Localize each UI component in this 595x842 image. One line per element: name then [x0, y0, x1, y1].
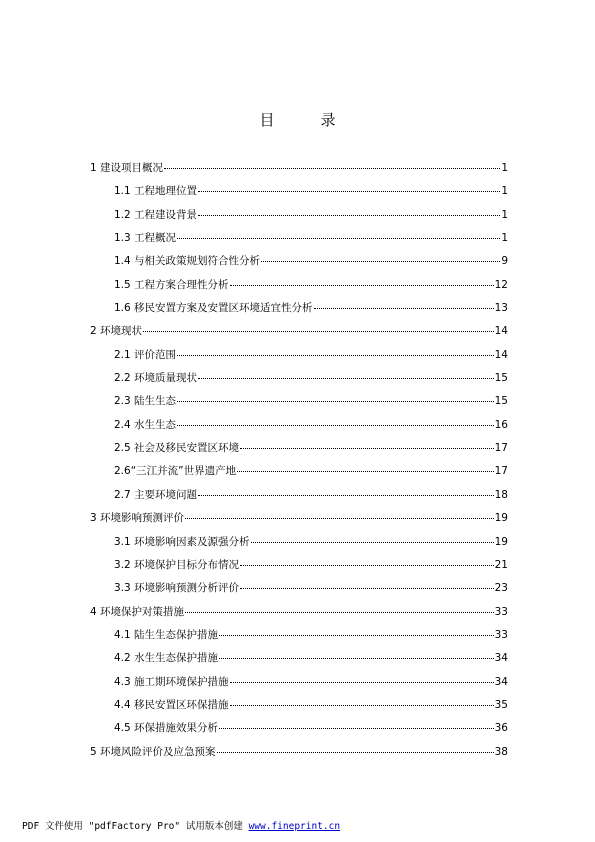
toc-entry[interactable] [90, 300, 508, 323]
toc-entry-page: 12 [494, 278, 508, 291]
toc-entry-label: 3 环境影响预测评价 [90, 512, 185, 525]
toc-leader-dots [230, 695, 494, 706]
toc-entry-label: 3.2 环境保护目标分布情况 [114, 558, 240, 571]
footer-link[interactable]: www.fineprint.cn [248, 821, 341, 832]
toc-entry[interactable] [90, 183, 508, 206]
toc-entry-label: 1.1 工程地理位置 [114, 185, 198, 198]
toc-entry[interactable] [90, 347, 508, 370]
toc-entry-label: 1.5 工程方案合理性分析 [114, 278, 229, 291]
toc-entry-label: 5 环境风险评价及应急预案 [90, 745, 216, 758]
toc-entry[interactable] [90, 277, 508, 300]
toc-entry-label: 2.5 社会及移民安置区环境 [114, 442, 240, 455]
toc-leader-dots [240, 578, 494, 589]
toc-entry[interactable] [90, 230, 508, 253]
toc-entry-label: 4.5 环保措施效果分析 [114, 722, 219, 735]
toc-entry-label: 1.4 与相关政策规划符合性分析 [114, 255, 261, 268]
toc-leader-dots [164, 158, 500, 169]
toc-entry-page: 34 [494, 675, 508, 688]
pdf-footer [22, 818, 340, 832]
toc-entry[interactable] [90, 487, 508, 510]
toc-entry[interactable] [90, 674, 508, 697]
toc-entry-label: 4 环境保护对策措施 [90, 605, 185, 618]
toc-title-char-2: 录 [320, 111, 336, 129]
toc-leader-dots [185, 508, 494, 519]
toc-title [0, 109, 595, 130]
toc-entry[interactable] [90, 207, 508, 230]
toc-entry[interactable] [90, 650, 508, 673]
toc-entry[interactable] [90, 557, 508, 580]
toc-leader-dots [219, 625, 494, 636]
toc-entry-label: 4.3 施工期环境保护措施 [114, 675, 229, 688]
toc-leader-dots [143, 321, 494, 332]
toc-leader-dots [217, 742, 494, 753]
toc-entry[interactable] [90, 604, 508, 627]
toc-entry[interactable] [90, 510, 508, 533]
toc-entry-label: 4.1 陆生生态保护措施 [114, 628, 219, 641]
toc-entry-label: 2 环境现状 [90, 325, 143, 338]
toc-entry[interactable] [90, 323, 508, 346]
toc-entry-page: 15 [494, 395, 508, 408]
toc-leader-dots [177, 228, 500, 239]
toc-entry-label: 1 建设项目概况 [90, 162, 164, 174]
toc-entry-page: 1 [501, 162, 508, 174]
toc-entry-label: 1.3 工程概况 [114, 232, 177, 245]
toc-leader-dots [177, 345, 494, 356]
toc-entry-label: 3.3 环境影响预测分析评价 [114, 582, 240, 595]
toc-leader-dots [240, 438, 494, 449]
toc-leader-dots [240, 555, 494, 566]
toc-leader-dots [230, 672, 494, 683]
toc-leader-dots [219, 648, 494, 659]
toc-entry-page: 18 [494, 488, 508, 501]
toc-leader-dots [198, 485, 494, 496]
toc-entry-page: 14 [494, 325, 508, 338]
toc-entry-label: 2.1 评价范围 [114, 348, 177, 361]
toc-entry-page: 33 [494, 605, 508, 618]
toc-leader-dots [198, 181, 500, 192]
toc-title-char-1: 目 [259, 111, 275, 129]
toc-entry[interactable] [90, 463, 508, 486]
toc-entry-page: 33 [494, 628, 508, 641]
toc-entry-page: 1 [501, 208, 508, 221]
toc-entry-label: 2.4 水生生态 [114, 418, 177, 431]
toc-entry-page: 1 [501, 185, 508, 198]
toc-leader-dots [251, 532, 494, 543]
toc-entry-page: 36 [494, 722, 508, 735]
table-of-contents [90, 160, 508, 767]
toc-entry-label: 2.6“三江并流”世界遗产地 [114, 465, 237, 478]
toc-leader-dots [230, 275, 494, 286]
toc-leader-dots [177, 415, 494, 426]
toc-leader-dots [237, 461, 494, 472]
toc-entry-page: 21 [494, 558, 508, 571]
toc-entry-label: 3.1 环境影响因素及源强分析 [114, 535, 250, 548]
toc-entry-label: 2.3 陆生生态 [114, 395, 177, 408]
toc-entry-page: 38 [494, 745, 508, 758]
toc-entry[interactable] [90, 720, 508, 743]
toc-leader-dots [314, 298, 494, 309]
footer-text: PDF 文件使用 "pdfFactory Pro" 试用版本创建 [22, 821, 249, 832]
toc-entry-label: 2.7 主要环境问题 [114, 488, 198, 501]
toc-leader-dots [177, 391, 494, 402]
toc-entry-page: 15 [494, 372, 508, 385]
toc-entry-page: 17 [494, 442, 508, 455]
toc-entry[interactable] [90, 393, 508, 416]
toc-entry-label: 2.2 环境质量现状 [114, 372, 198, 385]
toc-entry[interactable] [90, 440, 508, 463]
toc-leader-dots [198, 205, 500, 216]
toc-entry-page: 35 [494, 698, 508, 711]
toc-entry-page: 19 [494, 535, 508, 548]
toc-entry-page: 14 [494, 348, 508, 361]
toc-entry[interactable] [90, 697, 508, 720]
toc-leader-dots [261, 251, 500, 262]
toc-entry-page: 9 [501, 255, 508, 268]
toc-leader-dots [185, 602, 494, 613]
toc-entry[interactable] [90, 253, 508, 276]
toc-leader-dots [198, 368, 494, 379]
toc-entry[interactable] [90, 417, 508, 440]
toc-entry-label: 1.6 移民安置方案及安置区环境适宜性分析 [114, 302, 313, 315]
toc-entry-page: 1 [501, 232, 508, 245]
toc-entry[interactable] [90, 627, 508, 650]
toc-entry-page: 16 [494, 418, 508, 431]
toc-entry[interactable] [90, 580, 508, 603]
toc-leader-dots [219, 718, 494, 729]
toc-entry[interactable] [90, 534, 508, 557]
toc-entry-page: 19 [494, 512, 508, 525]
toc-entry-page: 13 [494, 302, 508, 315]
toc-entry-label: 4.2 水生生态保护措施 [114, 652, 219, 665]
toc-entry-page: 17 [494, 465, 508, 478]
toc-entry-page: 34 [494, 652, 508, 665]
toc-entry[interactable] [90, 160, 508, 183]
toc-entry-label: 4.4 移民安置区环保措施 [114, 698, 229, 711]
toc-entry-label: 1.2 工程建设背景 [114, 208, 198, 221]
toc-entry[interactable] [90, 744, 508, 767]
toc-entry-page: 23 [494, 582, 508, 595]
toc-entry[interactable] [90, 370, 508, 393]
